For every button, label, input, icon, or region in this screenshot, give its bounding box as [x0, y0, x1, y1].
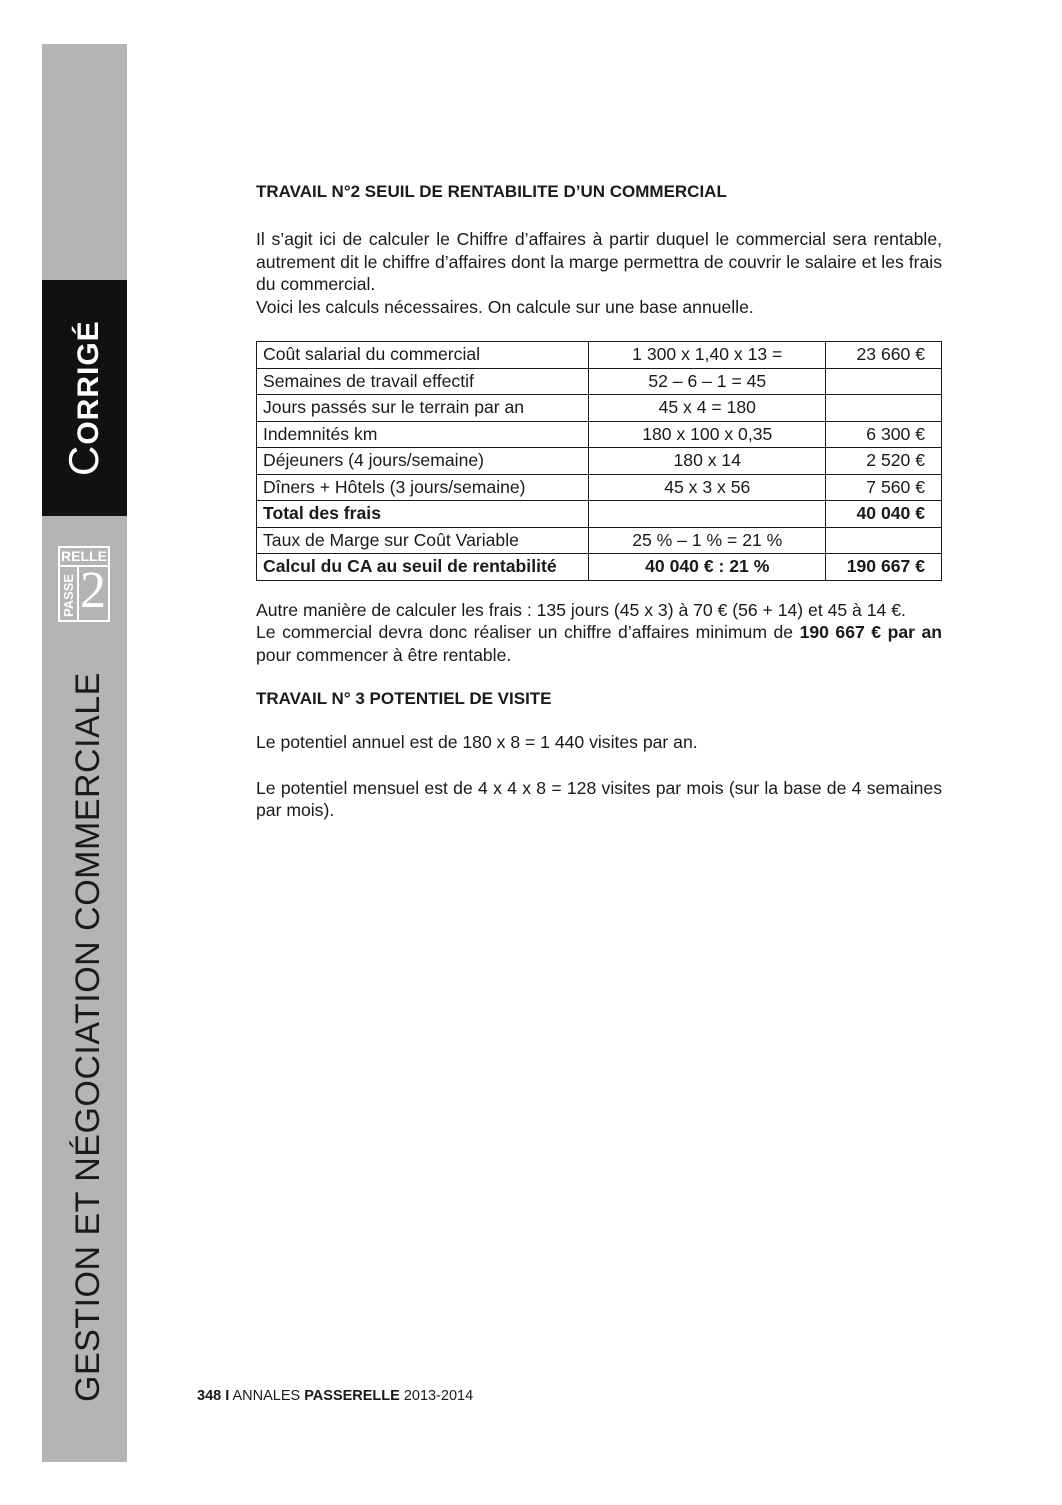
line2-bold: 190 667 € par an — [799, 622, 942, 642]
section1-para1: Il s’agit ici de calculer le Chiffre d’affaires à partir duquel le commercial sera rentable, autrement dit le chiffre d’affaires dont la marge permettra de couvrir le salaire et les frais du commercial. — [256, 229, 942, 294]
table-row — [257, 501, 942, 528]
row-label: Semaines de travail effectif — [257, 368, 589, 395]
line2-end: pour commencer à être rentable. — [256, 644, 512, 665]
row-calc: 45 x 3 x 56 — [589, 474, 826, 501]
logo-number: 2 — [80, 562, 106, 619]
section2-para1: Le potentiel annuel est de 180 x 8 = 1 440 visites par an. — [256, 732, 698, 752]
row-calc: 25 % – 1 % = 21 % — [589, 527, 826, 554]
row-calc: 180 x 14 — [589, 448, 826, 475]
row-value: 6 300 € — [826, 421, 942, 448]
corrige-initial: C — [60, 444, 107, 476]
row-value — [826, 368, 942, 395]
row-value — [826, 395, 942, 422]
section-title-vertical: GESTION ET NÉGOCIATION COMMERCIALE — [69, 672, 107, 1402]
corrige-label — [62, 320, 111, 476]
row-value — [826, 527, 942, 554]
section1-para2: Voici les calculs nécessaires. On calcule sur une base annuelle. — [256, 296, 754, 317]
row-value: 40 040 € — [826, 501, 942, 528]
logo-top-text: RELLE — [60, 548, 108, 567]
row-calc — [589, 501, 826, 528]
section2-title: TRAVAIL N° 3 POTENTIEL DE VISITE — [256, 689, 552, 708]
row-calc: 180 x 100 x 0,35 — [589, 421, 826, 448]
page-footer — [197, 1387, 473, 1405]
passerelle-logo — [58, 546, 110, 622]
section2-para2: Le potentiel mensuel est de 4 x 4 x 8 = 128 visites par mois (sur la base de 4 semaines par mois). — [256, 777, 942, 820]
line2-start: Le commercial devra donc réaliser un chiffre d’affaires minimum de — [256, 622, 800, 642]
footer-page: 348 I — [197, 1388, 230, 1404]
main-content — [256, 180, 942, 822]
corrige-rest: ORRIGÉ — [72, 320, 105, 445]
footer-annales: ANNALES — [229, 1388, 305, 1404]
table-row — [257, 527, 942, 554]
row-label: Jours passés sur le terrain par an — [257, 395, 589, 422]
after-table-line2 — [256, 621, 942, 666]
row-label: Taux de Marge sur Coût Variable — [257, 527, 589, 554]
table-row — [257, 554, 942, 581]
logo-side-text: PASSE — [61, 573, 76, 617]
row-calc: 1 300 x 1,40 x 13 = — [589, 342, 826, 369]
logo-side — [60, 567, 79, 620]
table-row — [257, 395, 942, 422]
row-label: Déjeuners (4 jours/semaine) — [257, 448, 589, 475]
footer-year: 2013-2014 — [399, 1388, 474, 1404]
footer-brand: PASSERELLE — [304, 1388, 400, 1404]
table-row — [257, 368, 942, 395]
row-label: Calcul du CA au seuil de rentabilité — [257, 554, 589, 581]
table-row — [257, 421, 942, 448]
table-row — [257, 342, 942, 369]
table-row — [257, 474, 942, 501]
section1-title: TRAVAIL N°2 SEUIL DE RENTABILITE D’UN COMMERCIAL — [256, 182, 727, 201]
row-label: Coût salarial du commercial — [257, 342, 589, 369]
row-label: Total des frais — [257, 501, 589, 528]
after-table-line1: Autre manière de calculer les frais : 135 jours (45 x 3) à 70 € (56 + 14) et 45 à 14 €. — [256, 599, 906, 620]
row-label: Dîners + Hôtels (3 jours/semaine) — [257, 474, 589, 501]
row-value: 190 667 € — [826, 554, 942, 581]
row-value: 7 560 € — [826, 474, 942, 501]
row-calc: 40 040 € : 21 % — [589, 554, 826, 581]
cost-table — [256, 341, 942, 581]
row-value: 23 660 € — [826, 342, 942, 369]
table-row — [257, 448, 942, 475]
row-label: Indemnités km — [257, 421, 589, 448]
row-calc: 45 x 4 = 180 — [589, 395, 826, 422]
row-calc: 52 – 6 – 1 = 45 — [589, 368, 826, 395]
row-value: 2 520 € — [826, 448, 942, 475]
